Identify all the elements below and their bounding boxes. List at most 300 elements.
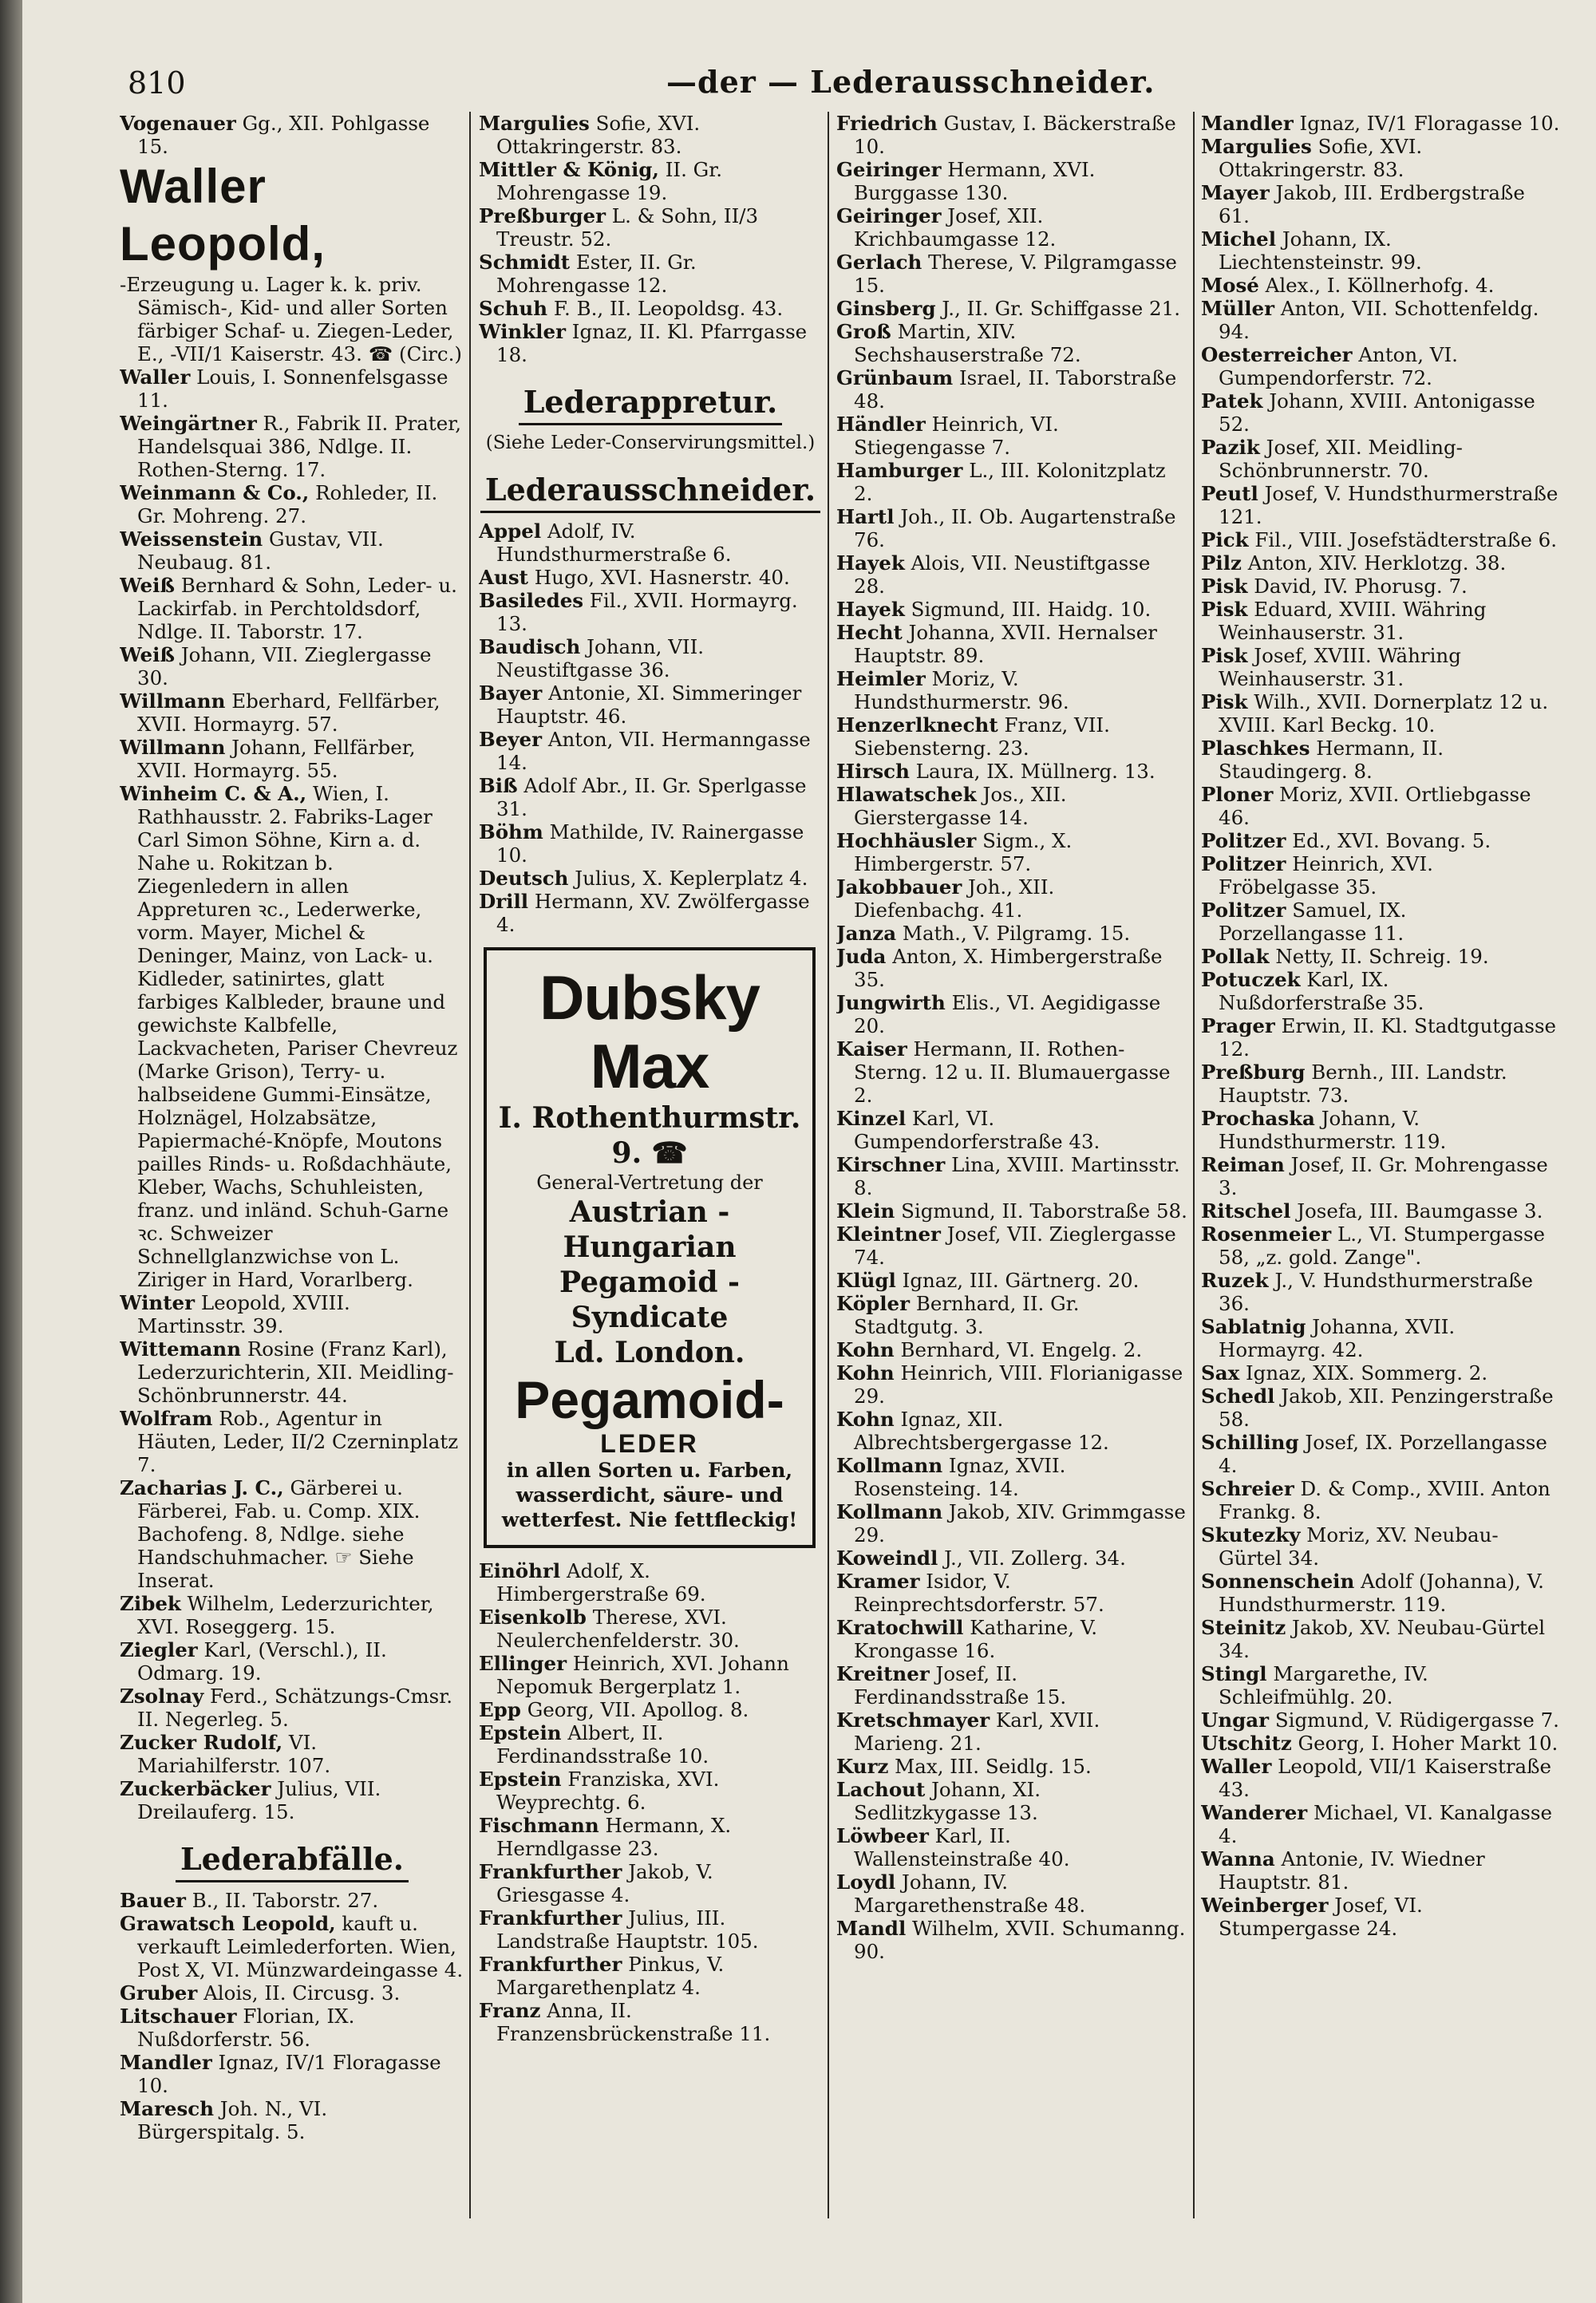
directory-entry bbox=[1201, 1477, 1560, 1523]
entry-address: Albert, II. Ferdinandsstraße 10. bbox=[496, 1721, 709, 1768]
entry-address: Alois, II. Circusg. 3. bbox=[197, 1981, 401, 2005]
running-head: —der — Lederausschneider. bbox=[666, 64, 1156, 100]
entry-name: Schuh bbox=[479, 297, 548, 320]
directory-entry bbox=[836, 945, 1187, 991]
entry-address: Bernh., III. Landstr. Hauptstr. 73. bbox=[1219, 1061, 1507, 1107]
directory-entry bbox=[479, 1606, 822, 1652]
entry-address: L., VI. Stumpergasse 58, „z. gold. Zange". bbox=[1219, 1223, 1546, 1269]
entry-address: Moriz, XVII. Ortliebgasse 46. bbox=[1219, 783, 1531, 829]
directory-entry bbox=[1201, 829, 1560, 852]
entry-address: Georg, I. Hoher Markt 10. bbox=[1291, 1732, 1558, 1755]
directory-entry bbox=[1201, 1732, 1560, 1755]
entry-address: Gustav, I. Bäckerstraße 10. bbox=[854, 112, 1176, 158]
entry-address: Jakob, XII. Penzingerstraße 58. bbox=[1219, 1385, 1554, 1431]
entry-name: Weinberger bbox=[1201, 1894, 1329, 1917]
directory-entry bbox=[836, 1500, 1187, 1547]
section-title: Lederabfälle. bbox=[176, 1841, 409, 1882]
entry-address: Therese, XVI. Neulerchenfelderstr. 30. bbox=[496, 1606, 740, 1652]
entry-address: Sigmund, III. Haidg. 10. bbox=[904, 598, 1152, 621]
entry-address: R., Fabrik II. Prater, Handelsquai 386, Ndlge. II. Rothen-Sterng. 17. bbox=[137, 412, 462, 481]
directory-entry bbox=[836, 366, 1187, 413]
entry-address: Lina, XVIII. Martinsstr. 8. bbox=[854, 1153, 1180, 1199]
entry-name: Mandl bbox=[836, 1917, 907, 1940]
directory-entry bbox=[1201, 1269, 1560, 1315]
entry-address: Joh., II. Ob. Augartenstraße 76. bbox=[854, 505, 1176, 551]
entry-name: Steinitz bbox=[1201, 1616, 1286, 1639]
ad-general-agency: General-Vertretung der bbox=[536, 1171, 763, 1194]
entry-address: Ferd., Schätzungs-Cmsr. II. Negerleg. 5. bbox=[137, 1685, 453, 1731]
entry-address: Julius, VII. Dreilauferg. 15. bbox=[137, 1777, 381, 1823]
entry-name: Litschauer bbox=[120, 2005, 237, 2028]
entry-address: Alois, VII. Neustiftgasse 28. bbox=[854, 551, 1151, 598]
ad-product: Pegamoid- bbox=[515, 1370, 784, 1429]
entry-list bbox=[479, 112, 822, 366]
entry-name: Mosé bbox=[1201, 274, 1259, 297]
entry-list bbox=[120, 1889, 464, 2143]
entry-address: Leopold, XVIII. Martinsstr. 39. bbox=[137, 1291, 350, 1337]
directory-entry bbox=[479, 1860, 822, 1906]
entry-address: Josef, XII. Meidling-Schönbrunnerstr. 70. bbox=[1219, 436, 1463, 482]
entry-address: Franziska, XVI. Weyprechtg. 6. bbox=[496, 1768, 720, 1814]
advertisement-box bbox=[484, 947, 816, 1548]
entry-address: Josef, XVIII. Währing Weinhauserstr. 31. bbox=[1219, 644, 1461, 690]
directory-entry bbox=[1201, 1315, 1560, 1361]
entry-address: Ignaz, II. Kl. Pfarrgasse 18. bbox=[496, 320, 808, 366]
entry-name: Politzer bbox=[1201, 829, 1286, 852]
entry-name: Hartl bbox=[836, 505, 895, 528]
directory-entry bbox=[120, 1476, 464, 1592]
entry-address: Heinrich, VIII. Florianigasse 29. bbox=[854, 1361, 1183, 1408]
directory-entry bbox=[836, 413, 1187, 459]
directory-entry bbox=[479, 890, 822, 936]
entry-address: Ignaz, XIX. Sommerg. 2. bbox=[1239, 1361, 1488, 1385]
entry-name: Jungwirth bbox=[836, 991, 946, 1014]
entry-address: Antonie, IV. Wiedner Hauptstr. 81. bbox=[1219, 1847, 1485, 1894]
entry-name: Pick bbox=[1201, 528, 1249, 551]
entry-address: Josef, VI. Stumpergasse 24. bbox=[1219, 1894, 1423, 1940]
directory-entry bbox=[1201, 1061, 1560, 1107]
directory-entry bbox=[479, 251, 822, 297]
directory-entry bbox=[479, 1721, 822, 1768]
entry-address: David, IV. Phorusg. 7. bbox=[1247, 575, 1468, 598]
entry-address: Anton, VII. Schottenfeldg. 94. bbox=[1219, 297, 1539, 343]
entry-address: Josef, II. Gr. Mohrengasse 3. bbox=[1219, 1153, 1548, 1199]
entry-address: Adolf, IV. Hundsthurmerstraße 6. bbox=[496, 519, 732, 566]
entry-address: VI. Mariahilferstr. 107. bbox=[137, 1731, 331, 1777]
directory-entry bbox=[1201, 1755, 1560, 1801]
entry-name: Ungar bbox=[1201, 1708, 1270, 1732]
entry-name: Händler bbox=[836, 413, 926, 436]
directory-entry bbox=[479, 1906, 822, 1953]
entry-address: Josefa, III. Baumgasse 3. bbox=[1290, 1199, 1543, 1223]
entry-name: Grawatsch Leopold, bbox=[120, 1912, 336, 1935]
entry-name: Pisk bbox=[1201, 644, 1248, 667]
directory-entry bbox=[836, 505, 1187, 551]
entry-name: Utschitz bbox=[1201, 1732, 1292, 1755]
directory-entry bbox=[1201, 1153, 1560, 1199]
entry-name: Müller bbox=[1201, 297, 1275, 320]
entry-address: Franz, VII. Siebensterng. 23. bbox=[854, 713, 1110, 760]
entry-name: Kreitner bbox=[836, 1662, 930, 1685]
entry-name: Patek bbox=[1201, 389, 1263, 413]
directory-entry bbox=[1201, 528, 1560, 551]
entry-address: Erwin, II. Kl. Stadtgutgasse 12. bbox=[1219, 1014, 1557, 1061]
entry-name: Wolfram bbox=[120, 1407, 213, 1430]
directory-entry bbox=[479, 774, 822, 820]
entry-name: Jakobbauer bbox=[836, 875, 962, 899]
entry-list bbox=[479, 1559, 822, 2045]
directory-entry bbox=[1201, 227, 1560, 274]
entry-address: Rob., Agentur in Häuten, Leder, II/2 Czerninplatz 7. bbox=[137, 1407, 459, 1476]
directory-entry bbox=[836, 783, 1187, 829]
entry-name: Frankfurther bbox=[479, 1953, 622, 1976]
entry-name: Bauer bbox=[120, 1889, 186, 1912]
entry-name: Pisk bbox=[1201, 575, 1248, 598]
directory-entry bbox=[120, 1731, 464, 1777]
entry-address: Martin, XIV. Sechshauserstraße 72. bbox=[854, 320, 1081, 366]
entry-address: Anton, XIV. Herklotzg. 38. bbox=[1241, 551, 1507, 575]
directory-entry bbox=[1201, 1570, 1560, 1616]
entry-address: Florian, IX. Nußdorferstr. 56. bbox=[137, 2005, 355, 2051]
entry-name: Hecht bbox=[836, 621, 903, 644]
entry-address: II. Gr. Mohrengasse 19. bbox=[496, 158, 723, 204]
directory-entry bbox=[836, 1824, 1187, 1870]
entry-name: Kohn bbox=[836, 1361, 895, 1385]
entry-address: Josef, XII. Krichbaumgasse 12. bbox=[854, 204, 1057, 251]
entry-address: Fil., XVII. Hormayrg. 13. bbox=[496, 589, 798, 635]
entry-name: Zacharias J. C., bbox=[120, 1476, 284, 1499]
directory-entry bbox=[1201, 436, 1560, 482]
directory-entry bbox=[836, 1570, 1187, 1616]
directory-entry bbox=[836, 760, 1187, 783]
entry-address: Karl, IX. Nußdorferstraße 35. bbox=[1219, 968, 1424, 1014]
directory-entry bbox=[1201, 1361, 1560, 1385]
entry-address: Hermann, XV. Zwölfergasse 4. bbox=[496, 890, 810, 936]
entry-address: Anton, VII. Hermanngasse 14. bbox=[496, 728, 811, 774]
entry-name: Fischmann bbox=[479, 1814, 599, 1837]
entry-address: Ignaz, XVII. Rosensteing. 14. bbox=[854, 1454, 1066, 1500]
entry-name: Waller bbox=[120, 365, 191, 389]
directory-entry bbox=[479, 1999, 822, 2045]
entry-name: Epstein bbox=[479, 1721, 562, 1744]
entry-name: Wanna bbox=[1201, 1847, 1275, 1870]
entry-address: Jakob, XIV. Grimmgasse 29. bbox=[854, 1500, 1186, 1547]
directory-entry bbox=[836, 1708, 1187, 1755]
entry-name: Juda bbox=[836, 945, 887, 968]
entry-name: Eisenkolb bbox=[479, 1606, 587, 1629]
entry-name: Pisk bbox=[1201, 598, 1248, 621]
entry-name: Mandler bbox=[1201, 112, 1294, 135]
entry-name: Schmidt bbox=[479, 251, 571, 274]
entry-address: Wilhelm, Lederzurichter, XVI. Roseggerg. 15. bbox=[137, 1592, 434, 1638]
entry-name: Wittemann bbox=[120, 1337, 242, 1361]
directory-entry bbox=[1201, 112, 1560, 135]
section-heading bbox=[120, 1841, 464, 1878]
entry-name: Skutezky bbox=[1201, 1523, 1301, 1547]
entry-name: Winheim C. & A., bbox=[120, 782, 307, 805]
entry-address: L., III. Kolonitzplatz 2. bbox=[854, 459, 1166, 505]
featured-name: Waller Leopold, bbox=[120, 160, 326, 271]
directory-entry bbox=[120, 689, 464, 736]
directory-entry bbox=[1201, 575, 1560, 598]
directory-entry bbox=[836, 459, 1187, 505]
entry-name: Mandler bbox=[120, 2051, 212, 2074]
column-2 bbox=[479, 112, 822, 2045]
entry-address: Math., V. Pilgramg. 15. bbox=[896, 922, 1131, 945]
entry-name: Kretschmayer bbox=[836, 1708, 990, 1732]
directory-entry bbox=[1201, 274, 1560, 297]
directory-entry bbox=[836, 1870, 1187, 1917]
directory-entry bbox=[120, 412, 464, 481]
directory-entry bbox=[1201, 551, 1560, 575]
entry-name: Winkler bbox=[479, 320, 566, 343]
entry-name: Grünbaum bbox=[836, 366, 954, 389]
entry-address: Wien, I. Rathhausstr. 2. Fabriks-Lager Carl Simon Söhne, Kirn a. d. Nahe u. Rokitzan b. Ziegenledern in allen Appreturen ꝛc., Lederwerke, vorm. Mayer, Michel & Deninger, Mainz, von Lack- u. Kidleder, satinirtes, glatt farbiges Kalbleder, braune und gewichste Kalbfelle, Lackvacheten, Pariser Chevreuz (Marke Grison), Terry- u. halbseidene Gummi-Einsätze, Holznägel, Holzabsätze, Papiermaché-Knöpfe, Moutons pailles Rinds- u. Roßdachhäute, Kleber, Wachs, Schuhleisten, franz. und inländ. Schuh-Garne ꝛc. Schweizer Schnellglanzwichse von L. Ziriger in Hard, Vorarlberg. bbox=[137, 782, 458, 1291]
directory-entry bbox=[1201, 852, 1560, 899]
entry-address: Katharine, V. Krongasse 16. bbox=[854, 1616, 1098, 1662]
directory-entry bbox=[1201, 181, 1560, 227]
entry-name: Prager bbox=[1201, 1014, 1275, 1037]
directory-entry bbox=[1201, 297, 1560, 343]
directory-entry bbox=[836, 204, 1187, 251]
directory-entry bbox=[836, 1269, 1187, 1292]
section-note: (Siehe Leder-Conservirungsmittel.) bbox=[485, 433, 816, 453]
entry-address: Bernhard & Sohn, Leder- u. Lackirfab. in Perchtoldsdorf, Ndlge. II. Taborstr. 17. bbox=[137, 574, 457, 643]
directory-entry bbox=[836, 1454, 1187, 1500]
entry-address: Johann, V. Hundsthurmerstr. 119. bbox=[1219, 1107, 1447, 1153]
entry-name: Oesterreicher bbox=[1201, 343, 1353, 366]
column-rule bbox=[828, 112, 829, 2218]
column-3 bbox=[836, 112, 1187, 1963]
directory-entry bbox=[479, 867, 822, 890]
section-heading bbox=[479, 472, 822, 508]
entry-name: Schilling bbox=[1201, 1431, 1299, 1454]
directory-entry bbox=[1201, 644, 1560, 690]
entry-name: Janza bbox=[836, 922, 897, 945]
entry-name: Pazik bbox=[1201, 436, 1260, 459]
entry-address: Adolf Abr., II. Gr. Sperlgasse 31. bbox=[496, 774, 807, 820]
entry-address: Joh. N., VI. Bürgerspitalg. 5. bbox=[137, 2097, 328, 2143]
entry-name: Koweindl bbox=[836, 1547, 938, 1570]
directory-entry bbox=[1201, 1523, 1560, 1570]
column-rule bbox=[1193, 112, 1195, 2218]
entry-name: Hochhäusler bbox=[836, 829, 977, 852]
entry-name: Weingärtner bbox=[120, 412, 257, 435]
entry-address: Isidor, V. Reinprechtsdorferstr. 57. bbox=[854, 1570, 1104, 1616]
entry-address: Antonie, XI. Simmeringer Hauptstr. 46. bbox=[496, 681, 802, 728]
entry-address: Heinrich, XVI. Fröbelgasse 35. bbox=[1219, 852, 1433, 899]
directory-entry bbox=[479, 1814, 822, 1860]
entry-name: Beyer bbox=[479, 728, 543, 751]
directory-entry bbox=[836, 251, 1187, 297]
directory-entry bbox=[836, 598, 1187, 621]
entry-address: Josef, V. Hundsthurmerstraße 121. bbox=[1219, 482, 1558, 528]
directory-entry bbox=[120, 782, 464, 1291]
entry-address: Israel, II. Taborstraße 48. bbox=[854, 366, 1177, 413]
entry-address: D. & Comp., XVIII. Anton Frankg. 8. bbox=[1219, 1477, 1551, 1523]
directory-entry bbox=[836, 297, 1187, 320]
entry-name: Basiledes bbox=[479, 589, 584, 612]
entry-address: Ignaz, III. Gärtnerg. 20. bbox=[895, 1269, 1140, 1292]
entry-name: Kramer bbox=[836, 1570, 920, 1593]
directory-entry bbox=[479, 112, 822, 158]
entry-name: Stingl bbox=[1201, 1662, 1267, 1685]
entry-address: Anton, X. Himbergerstraße 35. bbox=[854, 945, 1163, 991]
directory-entry bbox=[1201, 135, 1560, 181]
entry-name: Ziegler bbox=[120, 1638, 198, 1661]
directory-entry bbox=[1201, 968, 1560, 1014]
entry-name: Kohn bbox=[836, 1408, 895, 1431]
directory-entry bbox=[1201, 1616, 1560, 1662]
entry-address: Michael, VI. Kanalgasse 4. bbox=[1219, 1801, 1552, 1847]
entry-list bbox=[1201, 112, 1560, 1940]
entry-name: Sonnenschein bbox=[1201, 1570, 1355, 1593]
directory-entry bbox=[479, 519, 822, 566]
entry-address: Hermann, II. Staudingerg. 8. bbox=[1219, 737, 1444, 783]
ad-description: in allen Sorten u. Farben, wasserdicht, säure- und wetterfest. Nie fettfleckig! bbox=[501, 1459, 798, 1531]
directory-entry bbox=[1201, 1199, 1560, 1223]
entry-address: Julius, X. Keplerplatz 4. bbox=[568, 867, 808, 890]
entry-address: Karl, II. Wallensteinstraße 40. bbox=[854, 1824, 1070, 1870]
entry-address: Louis, I. Sonnenfelsgasse 11. bbox=[137, 365, 448, 412]
entry-name: Baudisch bbox=[479, 635, 581, 658]
ad-product-sub: LEDER bbox=[600, 1429, 699, 1458]
entry-address: Jakob, XV. Neubau-Gürtel 34. bbox=[1219, 1616, 1546, 1662]
directory-entry bbox=[479, 1768, 822, 1814]
entry-name: Maresch bbox=[120, 2097, 215, 2120]
entry-name: Hirsch bbox=[836, 760, 910, 783]
entry-name: Kaiser bbox=[836, 1037, 907, 1061]
entry-name: Heimler bbox=[836, 667, 926, 690]
directory-entry bbox=[1201, 783, 1560, 829]
ad-address: I. Rothenthurmstr. 9. ☎ bbox=[498, 1101, 801, 1170]
entry-name: Zibek bbox=[120, 1592, 181, 1615]
directory-entry bbox=[1201, 1385, 1560, 1431]
directory-entry bbox=[1201, 1801, 1560, 1847]
directory-entry bbox=[836, 713, 1187, 760]
entry-address: Julius, III. Landstraße Hauptstr. 105. bbox=[496, 1906, 759, 1953]
directory-entry bbox=[120, 2051, 464, 2097]
entry-name: Willmann bbox=[120, 736, 226, 759]
entry-name: Henzerlknecht bbox=[836, 713, 998, 737]
directory-entry bbox=[836, 1037, 1187, 1107]
directory-entry bbox=[836, 1547, 1187, 1570]
directory-entry bbox=[1201, 1847, 1560, 1894]
entry-address: Anna, II. Franzensbrückenstraße 11. bbox=[496, 1999, 771, 2045]
entry-address: Gg., XII. Pohlgasse 15. bbox=[137, 112, 430, 158]
entry-name: Willmann bbox=[120, 689, 226, 713]
entry-address: Jakob, V. Griesgasse 4. bbox=[496, 1860, 713, 1906]
entry-name: Bayer bbox=[479, 681, 543, 705]
directory-entry bbox=[479, 1698, 822, 1721]
entry-name: Gerlach bbox=[836, 251, 922, 274]
entry-name: Margulies bbox=[479, 112, 590, 135]
entry-address: Johann, VII. Neustiftgasse 36. bbox=[496, 635, 705, 681]
entry-address: Josef, II. Ferdinandsstraße 15. bbox=[854, 1662, 1067, 1708]
column-1 bbox=[120, 112, 464, 2143]
entry-address: J., V. Hundsthurmerstraße 36. bbox=[1219, 1269, 1534, 1315]
directory-entry bbox=[1201, 899, 1560, 945]
column-4 bbox=[1201, 112, 1560, 1940]
ad-title: Dubsky Max bbox=[539, 962, 760, 1101]
entry-name: Aust bbox=[479, 566, 528, 589]
directory-entry bbox=[120, 736, 464, 782]
entry-address: kauft u. verkauft Leimlederforten. Wien, Post X, VI. Münzwardeingasse 4. bbox=[137, 1912, 464, 1981]
directory-entry bbox=[1201, 1431, 1560, 1477]
entry-address: J., II. Gr. Schiffgasse 21. bbox=[935, 297, 1180, 320]
entry-name: Weiß bbox=[120, 574, 176, 597]
entry-address: L. & Sohn, II/3 Treustr. 52. bbox=[496, 204, 759, 251]
directory-entry bbox=[836, 1338, 1187, 1361]
entry-name: Drill bbox=[479, 890, 529, 913]
entry-address: Karl, VI. Gumpendorferstraße 43. bbox=[854, 1107, 1100, 1153]
entry-address: Ester, II. Gr. Mohrengasse 12. bbox=[496, 251, 697, 297]
directory-entry bbox=[120, 1889, 464, 1912]
directory-entry bbox=[479, 1559, 822, 1606]
entry-name: Preßburger bbox=[479, 204, 606, 227]
entry-name: Köpler bbox=[836, 1292, 911, 1315]
directory-entry bbox=[836, 1153, 1187, 1199]
entry-address: Johanna, XVII. Hormayrg. 42. bbox=[1219, 1315, 1456, 1361]
featured-desc: -Erzeugung u. Lager k. k. priv. Sämisch-, Kid- und aller Sorten färbiger Schaf- u. Ziegen-Leder, E., -VII/1 Kaiserstr. 43. ☎ (Circ.) bbox=[120, 273, 462, 365]
entry-address: Hermann, X. Herndlgasse 23. bbox=[496, 1814, 732, 1860]
entry-address: Sigm., X. Himbergerstr. 57. bbox=[854, 829, 1073, 875]
entry-address: Eberhard, Fellfärber, XVII. Hormayrg. 57. bbox=[137, 689, 440, 736]
entry-address: B., II. Taborstr. 27. bbox=[185, 1889, 379, 1912]
entry-address: Heinrich, VI. Stiegengasse 7. bbox=[854, 413, 1059, 459]
column-rule bbox=[469, 112, 471, 2218]
entry-address: Ignaz, IV/1 Floragasse 10. bbox=[1293, 112, 1560, 135]
entry-address: Heinrich, XVI. Johann Nepomuk Bergerplatz 1. bbox=[496, 1652, 789, 1698]
entry-name: Groß bbox=[836, 320, 891, 343]
entry-address: Karl, (Verschl.), II. Odmarg. 19. bbox=[137, 1638, 387, 1685]
directory-entry bbox=[120, 112, 464, 158]
entry-address: Leopold, VII/1 Kaiserstraße 43. bbox=[1219, 1755, 1552, 1801]
page-edge bbox=[0, 0, 22, 2303]
directory-entry bbox=[1201, 389, 1560, 436]
entry-name: Plaschkes bbox=[1201, 737, 1310, 760]
entry-address: Johann, IX. Liechtensteinstr. 99. bbox=[1219, 227, 1422, 274]
entry-address: Hermann, II. Rothen-Sterng. 12 u. II. Blumauergasse 2. bbox=[854, 1037, 1171, 1107]
entry-name: Weissenstein bbox=[120, 527, 263, 551]
entry-address: Eduard, XVIII. Währing Weinhauserstr. 31. bbox=[1219, 598, 1487, 644]
directory-entry bbox=[120, 643, 464, 689]
directory-entry bbox=[836, 1408, 1187, 1454]
directory-entry bbox=[479, 158, 822, 204]
entry-name: Ritschel bbox=[1201, 1199, 1291, 1223]
entry-address: Ed., XVI. Bovang. 5. bbox=[1286, 829, 1491, 852]
entry-name: Weiß bbox=[120, 643, 176, 666]
entry-address: Johann, Fellfärber, XVII. Hormayrg. 55. bbox=[137, 736, 416, 782]
directory-entry bbox=[836, 551, 1187, 598]
section-title: Lederausschneider. bbox=[480, 472, 820, 513]
featured-entry bbox=[120, 158, 464, 365]
entry-name: Hamburger bbox=[836, 459, 963, 482]
entry-name: Zuckerbäcker bbox=[120, 1777, 271, 1800]
entry-address: Anton, VI. Gumpendorferstr. 72. bbox=[1219, 343, 1458, 389]
directory-entry bbox=[836, 1223, 1187, 1269]
directory-entry bbox=[479, 589, 822, 635]
entry-address: Sofie, XVI. Ottakringerstr. 83. bbox=[496, 112, 701, 158]
entry-name: Mayer bbox=[1201, 181, 1270, 204]
directory-entry bbox=[1201, 945, 1560, 968]
directory-entry bbox=[120, 1912, 464, 1981]
entry-name: Friedrich bbox=[836, 112, 938, 135]
directory-entry bbox=[836, 922, 1187, 945]
entry-name: Preßburg bbox=[1201, 1061, 1306, 1084]
entry-name: Frankfurther bbox=[479, 1860, 622, 1883]
entry-address: Joh., XII. Diefenbachg. 41. bbox=[854, 875, 1055, 922]
